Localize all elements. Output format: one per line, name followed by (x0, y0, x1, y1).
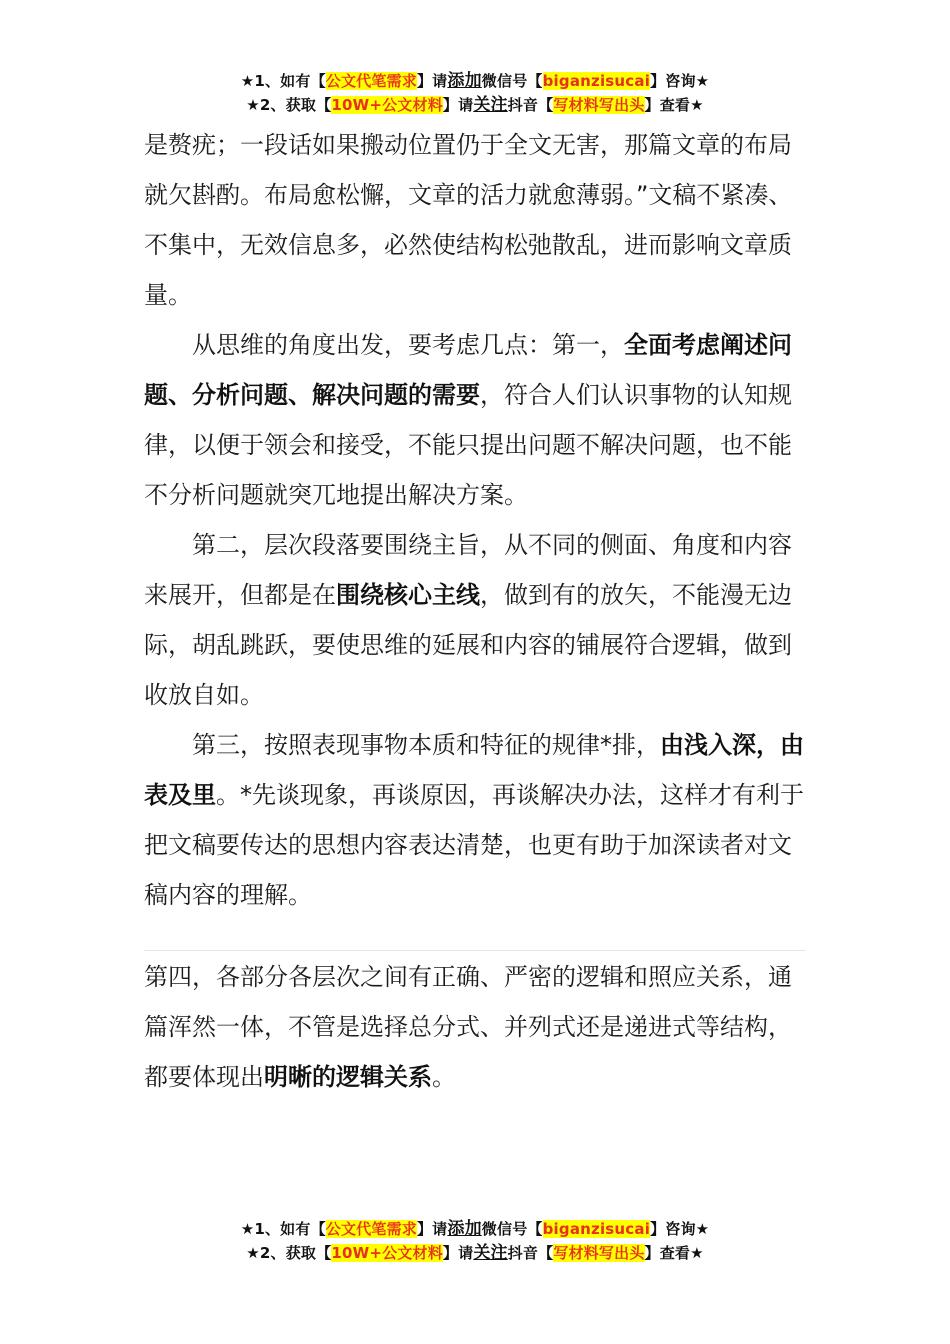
banner-text: 微信号【 (481, 72, 543, 90)
paragraph-second-point (144, 520, 808, 720)
banner-text: 】请 (416, 72, 448, 90)
paragraph-third-point (144, 720, 808, 920)
banner-line-1 (0, 1217, 950, 1241)
paragraph-text: 第四，各部分各层次之间有正确、严密的逻辑和照应关系，通篇浑然一体，不管是选择总分式、并列式还是递进式等结构，都要体现出 (144, 963, 792, 1091)
bold-emphasis: 围绕核心主线 (336, 581, 480, 609)
banner-text: ★2、获取【 (246, 1244, 332, 1262)
paragraph-text: 从思维的角度出发，要考虑几点：第一， (192, 331, 624, 359)
banner-text: 】咨询★ (650, 1220, 710, 1238)
highlight-wechat-id: biganzisucai (542, 72, 651, 90)
paragraph-continuation: 是赘疣；一段话如果搬动位置仍于全文无害，那篇文章的布局就欠斟酌。布局愈松懈，文章的活力就愈薄弱。”文稿不紧凑、不集中，无效信息多，必然使结构松弛散乱，进而影响文章质量。 (144, 131, 793, 309)
paragraph-text: 。*先谈现象，再谈原因，再谈解决办法，这样才有利于把文稿要传达的思想内容表达清楚，也更有助于加深读者对文稿内容的理解。 (144, 781, 804, 909)
bold-emphasis: 明晰的逻辑关系 (264, 1063, 432, 1091)
banner-text: ★2、获取【 (246, 96, 332, 114)
banner-text: 】请 (442, 96, 474, 114)
paragraph-text: 第三，按照表现事物本质和特征的规律*排， (192, 731, 660, 759)
underlined-follow: 关注 (473, 95, 508, 115)
paragraph-text: 第二，层次段落要围绕主旨，从不同的侧面、角度和内容来展开，但都是在 (144, 531, 792, 609)
underlined-add: 添加 (447, 1219, 482, 1239)
bold-emphasis: 全面考虑阐述问题、分析问题、解决问题的需要 (144, 331, 792, 409)
bold-emphasis: 由浅入深，由表及里 (144, 731, 804, 809)
banner-text: 】请 (442, 1244, 474, 1262)
footer-banner (0, 1217, 950, 1265)
banner-text: ★1、如有【 (240, 1220, 326, 1238)
banner-text: 抖音【 (507, 1244, 554, 1262)
highlight-materials: 10W+公文材料 (331, 1244, 443, 1262)
paragraph-text: ，做到有的放矢，不能漫无边际，胡乱跳跃，要使思维的延展和内容的铺展符合逻辑，做到收放自如。 (144, 581, 792, 709)
banner-line-1 (0, 69, 950, 93)
paragraph-thinking-angle (144, 320, 808, 520)
highlight-douyin-account: 写材料写出头 (553, 96, 645, 114)
document-body-continued (144, 952, 808, 1102)
section-divider (144, 950, 806, 951)
highlight-ghostwriting: 公文代笔需求 (325, 72, 417, 90)
highlight-ghostwriting: 公文代笔需求 (325, 1220, 417, 1238)
banner-text: 微信号【 (481, 1220, 543, 1238)
banner-line-2 (0, 93, 950, 117)
banner-text: 】请 (416, 1220, 448, 1238)
banner-line-2 (0, 1241, 950, 1265)
header-banner (0, 69, 950, 117)
banner-text: 】查看★ (644, 1244, 704, 1262)
banner-text: 】咨询★ (650, 72, 710, 90)
underlined-add: 添加 (447, 71, 482, 91)
paragraph-fourth-point (144, 952, 808, 1102)
underlined-follow: 关注 (473, 1243, 508, 1263)
highlight-douyin-account: 写材料写出头 (553, 1244, 645, 1262)
document-body (144, 120, 808, 920)
paragraph-text: ，符合人们认识事物的认知规律，以便于领会和接受，不能只提出问题不解决问题，也不能不分析问题就突兀地提出解决方案。 (144, 381, 792, 509)
paragraph-text: 。 (432, 1063, 456, 1091)
banner-text: 】查看★ (644, 96, 704, 114)
highlight-materials: 10W+公文材料 (331, 96, 443, 114)
banner-text: ★1、如有【 (240, 72, 326, 90)
highlight-wechat-id: biganzisucai (542, 1220, 651, 1238)
banner-text: 抖音【 (507, 96, 554, 114)
